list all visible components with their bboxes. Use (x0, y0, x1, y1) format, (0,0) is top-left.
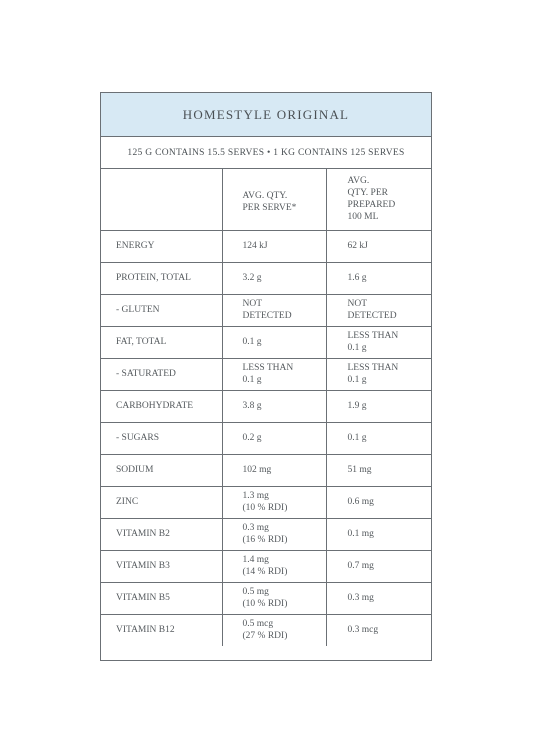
per-100ml-value: 0.3 mg (326, 582, 431, 614)
nutrient-name: - SUGARS (101, 422, 222, 454)
nutrient-name: SODIUM (101, 454, 222, 486)
serves-info: 125 G CONTAINS 15.5 SERVES • 1 KG CONTAINS 125 SERVES (101, 137, 431, 169)
per-serve-value: 0.2 g (222, 422, 326, 454)
per-100ml-value: 62 kJ (326, 230, 431, 262)
nutrient-name: VITAMIN B2 (101, 518, 222, 550)
per-serve-value: LESS THAN 0.1 g (222, 358, 326, 390)
table-row (101, 390, 431, 422)
per-100ml-value: 0.7 mg (326, 550, 431, 582)
per-100ml-value: LESS THAN 0.1 g (326, 358, 431, 390)
per-100ml-value: 0.1 g (326, 422, 431, 454)
table-row (101, 326, 431, 358)
table-row (101, 262, 431, 294)
per-100ml-value: 51 mg (326, 454, 431, 486)
header-nutrient (101, 169, 222, 230)
per-serve-value: 124 kJ (222, 230, 326, 262)
per-serve-value: 0.3 mg (16 % RDI) (222, 518, 326, 550)
per-100ml-value: 0.3 mcg (326, 614, 431, 646)
nutrition-table (101, 169, 431, 646)
per-100ml-value: 0.1 mg (326, 518, 431, 550)
nutrient-name: CARBOHYDRATE (101, 390, 222, 422)
per-serve-value: 0.1 g (222, 326, 326, 358)
per-serve-value: 3.2 g (222, 262, 326, 294)
per-serve-value: 102 mg (222, 454, 326, 486)
table-row (101, 454, 431, 486)
table-row (101, 230, 431, 262)
per-100ml-value: 0.6 mg (326, 486, 431, 518)
per-100ml-value: LESS THAN 0.1 g (326, 326, 431, 358)
table-row (101, 518, 431, 550)
table-row (101, 582, 431, 614)
table-header-row (101, 169, 431, 230)
nutrient-name: - SATURATED (101, 358, 222, 390)
table-row (101, 422, 431, 454)
nutrient-name: ZINC (101, 486, 222, 518)
per-serve-value: 0.5 mg (10 % RDI) (222, 582, 326, 614)
table-row (101, 550, 431, 582)
per-serve-value: 1.4 mg (14 % RDI) (222, 550, 326, 582)
nutrient-name: VITAMIN B3 (101, 550, 222, 582)
per-serve-value: 0.5 mcg (27 % RDI) (222, 614, 326, 646)
nutrient-name: ENERGY (101, 230, 222, 262)
table-row (101, 486, 431, 518)
panel-title: HOMESTYLE ORIGINAL (101, 93, 431, 137)
header-per-serve: AVG. QTY. PER SERVE* (222, 169, 326, 230)
header-per-100ml: AVG. QTY. PER PREPARED 100 ML (326, 169, 431, 230)
per-100ml-value: NOT DETECTED (326, 294, 431, 326)
nutrient-name: - GLUTEN (101, 294, 222, 326)
nutrient-name: VITAMIN B12 (101, 614, 222, 646)
nutrient-name: VITAMIN B5 (101, 582, 222, 614)
per-serve-value: 1.3 mg (10 % RDI) (222, 486, 326, 518)
per-serve-value: 3.8 g (222, 390, 326, 422)
per-100ml-value: 1.9 g (326, 390, 431, 422)
table-row (101, 294, 431, 326)
table-row (101, 358, 431, 390)
table-row (101, 614, 431, 646)
nutrient-name: PROTEIN, TOTAL (101, 262, 222, 294)
per-serve-value: NOT DETECTED (222, 294, 326, 326)
per-100ml-value: 1.6 g (326, 262, 431, 294)
nutrition-panel (100, 92, 432, 661)
nutrient-name: FAT, TOTAL (101, 326, 222, 358)
